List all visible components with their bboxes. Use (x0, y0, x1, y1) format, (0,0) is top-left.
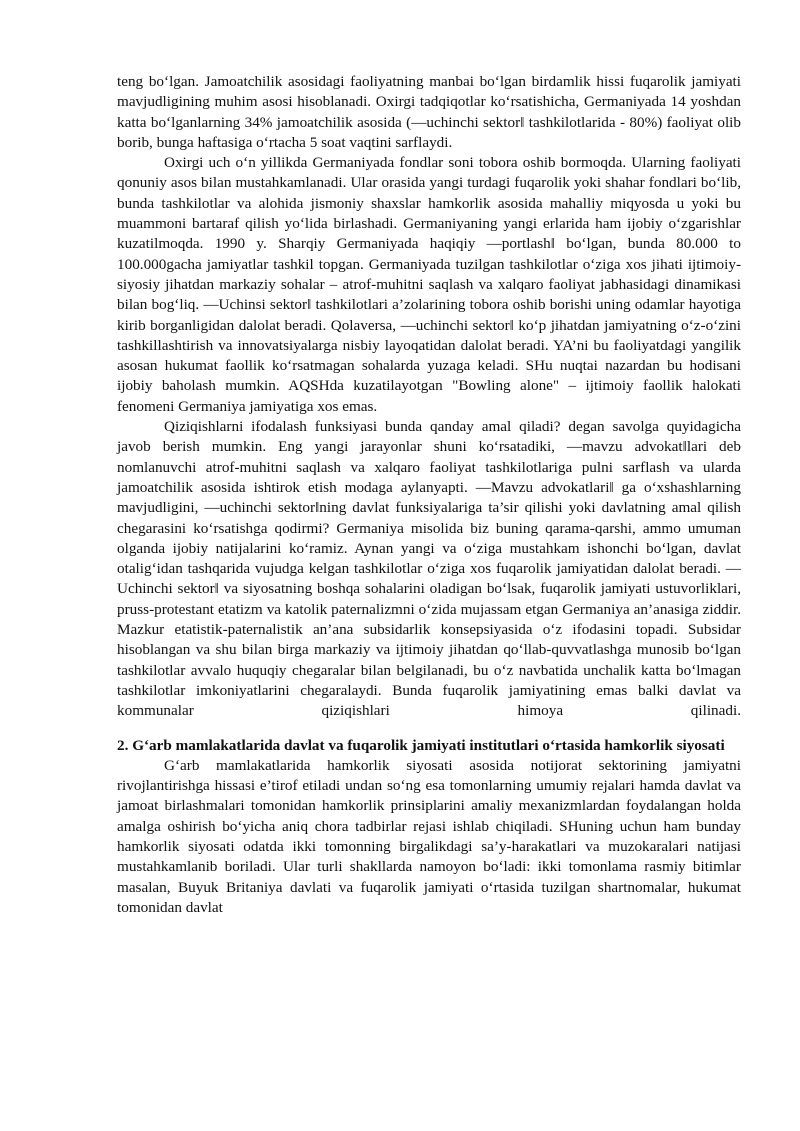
document-page (117, 72, 741, 918)
paragraph-interests: Qiziqishlarni ifodalash funksiyasi bunda qanday amal qiladi? degan savolga quyidagicha javob berish mumkin. Eng yangi jarayonlar shuni ko‘rsatadiki, —mavzu advokat‖lari deb nomlanuvchi atrof-muhitni saqlash va xalqaro faoliyat tashkilotlariga pulni sarflash va ularda jamoatchilik asosida ishtirok etish modaga aylanyapti. —Mavzu advokatlari‖ ga o‘xshashlarning mavjudligini, —uchinchi sektor‖ning davlat funksiyalariga ta’sir qilishi yoki davlatning amal qilish chegarasini ko‘rsatishga qodirmi? Germaniya misolida biz buning qarama-qarshi, ammo umuman olganda ijobiy natijalarini ko‘ramiz. Aynan yangi va o‘ziga mustahkam ishonchi bo‘lgan, davlat otalig‘idan tashqarida vujudga kelgan tashkilotlar o‘ziga xos fuqarolik jamiyatidan dalolat beradi. —Uchinchi sektor‖ va siyosatning boshqa sohalarini oladigan bo‘lsak, fuqarolik jamiyati ustuvorliklari, pruss-protestant etatizm va katolik paternalizmni o‘zida mujassam etgan Germaniya an’anasiga ziddir. Mazkur etatistik-paternalistik an’ana subsidarlik konsepsiyasida o‘z ifodasini topadi. Subsidar hisoblangan va shu bilan birga markaziy va ijtimoiy jihatdan qo‘llab-quvvatlashga munosib bo‘lgan tashkilotlar avvalo huquqiy chegaralar bilan belgilanadi, bu o‘z navbatida unchalik katta bo‘lmagan tashkilotlar imkoniyatlarini chegaralaydi. Bunda fuqarolik jamiyatining emas balki davlat va kommunalar qiziqishlari himoya qilinadi. (117, 418, 741, 720)
section-heading: 2. G‘arb mamlakatlarida davlat va fuqarolik jamiyati institutlari o‘rtasida hamkorlik siyosati (117, 736, 725, 754)
paragraph-continuation: teng bo‘lgan. Jamoatchilik asosidagi faoliyatning manbai bo‘lgan birdamlik hissi fuqarolik jamiyati mavjudligining muhim asosi hisoblanadi. Oxirgi tadqiqotlar ko‘rsatishicha, Germaniyada 14 yoshdan katta bo‘lganlarning 34% jamoatchilik asosida (—uchinchi sektor‖ tashkilotlarida - 80%) faoliyat olib borib, bunga haftasiga o‘rtacha 5 soat vaqtini sarflaydi. (117, 73, 741, 151)
paragraph-section-body: G‘arb mamlakatlarida hamkorlik siyosati asosida notijorat sektorining jamiyatni rivojlantirishga hissasi e’tirof etiladi undan so‘ng esa tomonlarning umumiy rejalari hamda davlat va jamoat birlashmalari tomonidan hamkorlik prinsiplarini amaliy mexanizmlardan foydalangan holda amalga oshirish bo‘yicha aniq chora tadbirlar rejasi ishlab chiqiladi. SHuning uchun ham bunday hamkorlik siyosati odatda ikki tomonning birgalikdagi sa’y-harakatlari va muzokaralari natijasi mustahkamlanib boriladi. Ular turli shakllarda namoyon bo‘ladi: ikki tomonlama rasmiy bitimlar masalan, Buyuk Britaniya davlati va fuqarolik jamiyati o‘rtasida tuzilgan shartnomalar, hukumat tomonidan davlat (117, 756, 741, 916)
paragraph-foundations: Oxirgi uch o‘n yillikda Germaniyada fondlar soni tobora oshib bormoqda. Ularning faoliyati qonuniy asos bilan mustahkamlanadi. Ular orasida yangi turdagi fuqarolik yoki shahar fondlari bo‘lib, bunda tashkilotlar va alohida jismoniy shaxslar hamkorlik asosida mahalliy miqyosda u yoki bu muammoni bartaraf qilish yo‘lida birlashadi. Germaniyaning yangi erlarida ham ijobiy o‘zgarishlar kuzatilmoqda. 1990 y. Sharqiy Germaniyada haqiqiy —portlash‖ bo‘lgan, bunda 80.000 to 100.000gacha jamiyatlar tashkil topgan. Germaniyada tuzilgan tashkilotlar o‘ziga xos jihati ijtimoiy-siyosiy jihatdan markaziy sohalar – atrof-muhitni saqlash va xalqaro faoliyat jabhasidagi dinamikasi bilan bog‘liq. —Uchinsi sektor‖ tashkilotlari a’zolarining tobora oshib borishi uning odamlar hayotiga kirib borganligidan dalolat beradi. Qolaversa, —uchinchi sektor‖ ko‘p jihatdan jamiyatning o‘z-o‘zini tashkillashtirish va innovatsiyalarga nisbiy layoqatidan dalolat beradi. YA’ni bu faoliyatdagi yangilik asosan hukumat faollik ko‘rsatmagan sohalarda yuzaga keladi. SHu nuqtai nazardan bu hodisani ijobiy baholash mumkin. AQSHda kuzatilayotgan "Bowling alone" – ijtimoiy faollik halokati fenomeni Germaniya jamiyatiga xos emas. (117, 154, 741, 415)
